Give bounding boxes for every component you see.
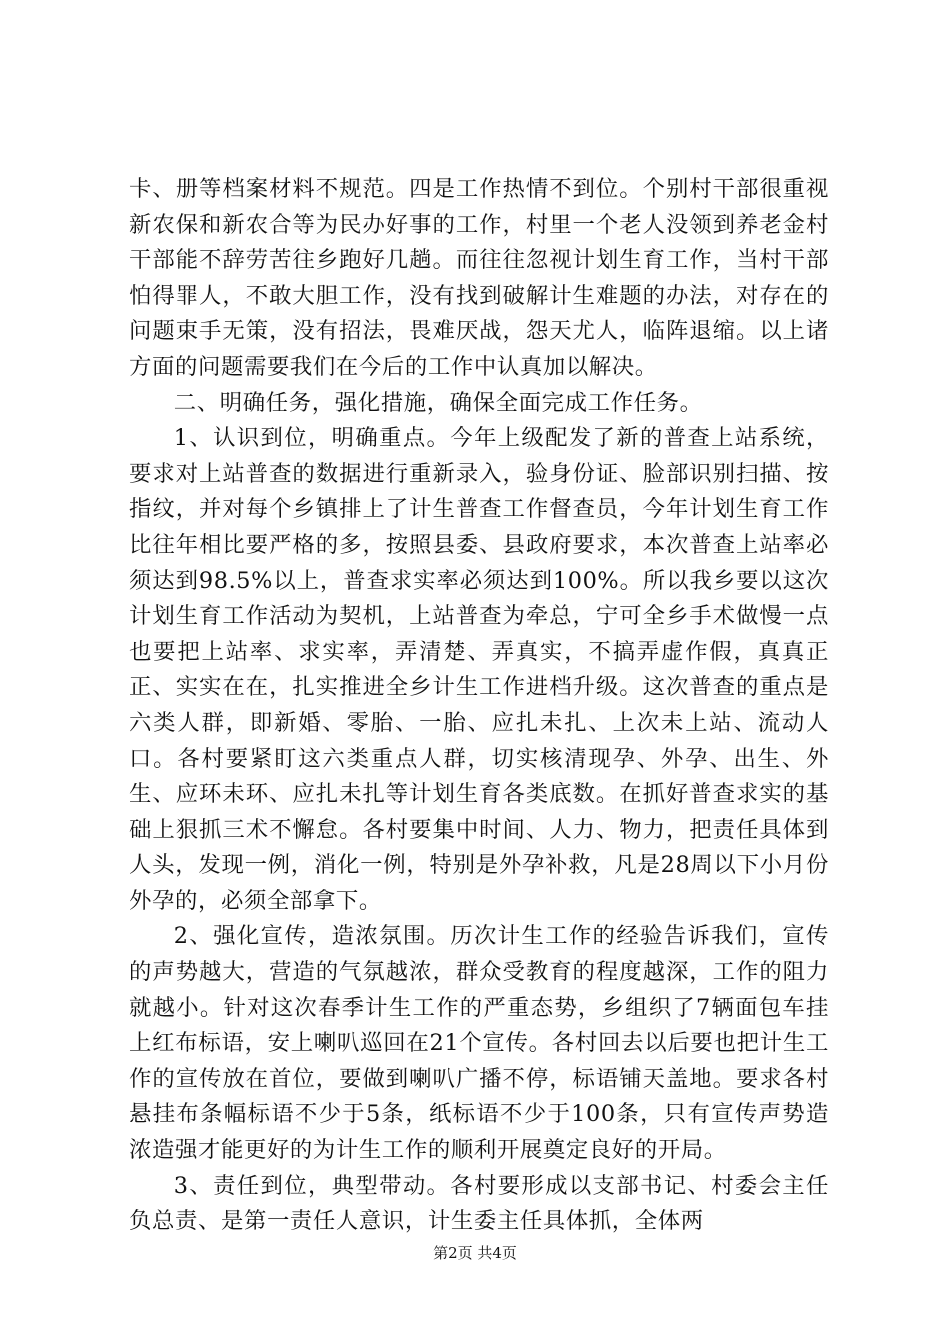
document-body [129, 172, 829, 1240]
paragraph-item-2: 2、强化宣传，造浓氛围。历次计生工作的经验告诉我们，宣传的声势越大，营造的气氛越浓，群众受教育的程度越深，工作的阻力就越小。针对这次春季计生工作的严重态势，乡组织了7辆面包车挂上红布标语，安上喇叭巡回在21个宣传。各村回去以后要也把计生工作的宣传放在首位，要做到喇叭广播不停，标语铺天盖地。要求各村悬挂布条幅标语不少于5条，纸标语不少于100条，只有宣传声势造浓造强才能更好的为计生工作的顺利开展奠定良好的开局。 [129, 923, 829, 1164]
paragraph-continuation: 卡、册等档案材料不规范。四是工作热情不到位。个别村干部很重视新农保和新农合等为民办好事的工作，村里一个老人没领到养老金村干部能不辞劳苦往乡跑好几趟。而往往忽视计划生育工作，当村干部怕得罪人，不敢大胆工作，没有找到破解计生难题的办法，对存在的问题束手无策，没有招法，畏难厌战，怨天尤人，临阵退缩。以上诸方面的问题需要我们在今后的工作中认真加以解决。 [129, 176, 829, 380]
paragraph-item-3: 3、责任到位，典型带动。各村要形成以支部书记、村委会主任负总责、是第一责任人意识，计生委主任具体抓，全体两 [129, 1172, 829, 1235]
page-number-footer: 第2页 共4页 [433, 1244, 517, 1262]
section-heading-two: 二、明确任务，强化措施，确保全面完成工作任务。 [173, 389, 703, 416]
paragraph-item-1: 1、认识到位，明确重点。今年上级配发了新的普查上站系统，要求对上站普查的数据进行重新录入，验身份证、脸部识别扫描、按指纹，并对每个乡镇排上了计生普查工作督查员，今年计划生育工作比往年相比要严格的多，按照县委、县政府要求，本次普查上站率必须达到98.5%以上，普查求实率必须达到100%。所以我乡要以这次计划生育工作活动为契机，上站普查为牵总，宁可全乡手术做慢一点也要把上站率、求实率，弄清楚、弄真实，不搞弄虚作假，真真正正、实实在在，扎实推进全乡计生工作进档升级。这次普查的重点是六类人群，即新婚、零胎、一胎、应扎未扎、上次未上站、流动人口。各村要紧盯这六类重点人群，切实核清现孕、外孕、出生、外生、应环未环、应扎未扎等计划生育各类底数。在抓好普查求实的基础上狠抓三术不懈怠。各村要集中时间、人力、物力，把责任具体到人头，发现一例，消化一例，特别是外孕补救，凡是28周以下小月份外孕的，必须全部拿下。 [129, 425, 829, 914]
